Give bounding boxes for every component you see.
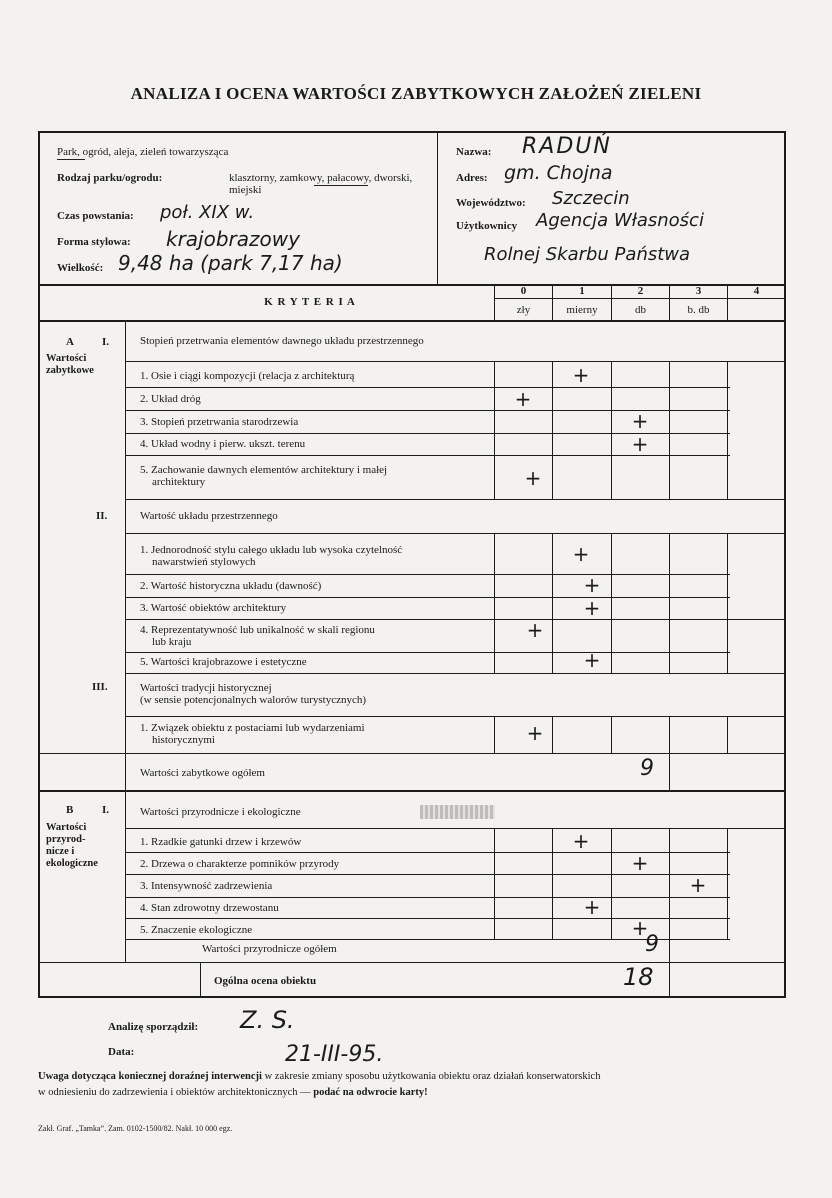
date-label: Data: (108, 1046, 135, 1058)
date-value: 21-III-95. (285, 1042, 384, 1067)
overall-label: Ogólna ocena obiektu (214, 975, 317, 987)
note-line-2-text: w odniesieniu do zadrzewienia i obiektów architektonicznych — (38, 1087, 314, 1098)
col-1-label: mierny (566, 304, 598, 316)
ink-smudge (420, 805, 495, 819)
a1-item-1: 1. Osie i ciągi kompozycji (relacja z architekturą (140, 370, 355, 382)
a1-item-3-mark: + (631, 409, 649, 433)
address-value: gm. Chojna (504, 162, 613, 184)
a2-item-3: 3. Wartość obiektów architektury (140, 602, 287, 614)
a1-item-2-mark: + (514, 387, 532, 411)
section-a-total-value: 9 (640, 756, 654, 781)
document-title: ANALIZA I OCENA WARTOŚCI ZABYTKOWYCH ZAŁOŻEŃ ZIELENI (130, 84, 702, 103)
prepared-signature: Z. S. (240, 1006, 295, 1034)
b-item-4-mark: + (583, 895, 601, 919)
users-value-1: Agencja Własności (536, 210, 704, 231)
note-line-2 (38, 1087, 428, 1098)
group-b-title: Wartości przyrodnicze i ekologiczne (140, 806, 301, 818)
a1-item-4-mark: + (631, 432, 649, 456)
a3-item-1-mark: + (526, 721, 544, 745)
a2-item-4-line-1: 4. Reprezentatywność lub unikalność w skali regionu (140, 624, 375, 636)
a2-item-4-line-2: lub kraju (152, 636, 192, 648)
b-item-1: 1. Rzadkie gatunki drzew i krzewów (140, 836, 302, 848)
users-value-2: Rolnej Skarbu Państwa (484, 244, 691, 265)
section-b-total-label: Wartości przyrodnicze ogółem (202, 943, 337, 955)
section-a-roman-2: II. (96, 510, 108, 522)
section-b-roman-1: I. (102, 804, 110, 816)
col-0-num: 0 (520, 285, 527, 297)
a1-item-4: 4. Układ wodny i pierw. ukszt. terenu (140, 438, 306, 450)
section-a-roman-3: III. (92, 681, 108, 693)
voivodeship-label: Województwo: (456, 197, 526, 209)
created-label: Czas powstania: (57, 210, 134, 222)
users-label: Użytkownicy (456, 220, 518, 232)
prepared-label: Analizę sporządził: (108, 1021, 199, 1033)
name-value: RADUŃ (522, 134, 612, 159)
a1-item-5-mark: + (524, 466, 542, 490)
section-b-side-1: Wartości (46, 822, 87, 833)
printer-info: Zakł. Graf. „Tamka”. Zam. 0102-1500/82. Nakł. 10 000 egz. (38, 1124, 233, 1133)
note-rest: w zakresie zmiany sposobu użytkowania obiektu oraz działań konserwatorskich (261, 1071, 601, 1082)
group-3-title-1: Wartości tradycji historycznej (140, 682, 272, 694)
section-b-letter: B (66, 804, 74, 816)
a3-item-1-line-2: historycznymi (152, 734, 215, 746)
park-type-line: Park, ogród, aleja, zieleń towarzysząca (57, 146, 229, 158)
section-b-side-3: nicze i (46, 846, 75, 857)
name-label: Nazwa: (456, 146, 492, 158)
palace-underline (314, 185, 368, 186)
section-a-total-label: Wartości zabytkowe ogółem (140, 767, 265, 779)
section-b-total-value: 9 (645, 932, 659, 957)
b-item-4: 4. Stan zdrowotny drzewostanu (140, 902, 279, 914)
kind-options-2: miejski (229, 184, 262, 196)
a1-item-2: 2. Układ dróg (140, 393, 201, 405)
col-2-num: 2 (637, 285, 644, 297)
size-label: Wielkość: (57, 262, 104, 274)
b-item-3: 3. Intensywność zadrzewienia (140, 880, 273, 892)
col-1-num: 1 (579, 285, 585, 297)
b-item-5: 5. Znaczenie ekologiczne (140, 924, 253, 936)
size-value: 9,48 ha (park 7,17 ha) (118, 251, 343, 275)
section-a-side-2: zabytkowe (46, 365, 94, 376)
group-3-title-2: (w sensie potencjonalnych walorów turystycznych) (140, 694, 367, 706)
b-item-2: 2. Drzewa o charakterze pomników przyrody (140, 858, 340, 870)
note-line-1 (38, 1071, 600, 1082)
b-item-5-mark: + (631, 916, 649, 940)
created-value: poł. XIX w. (160, 202, 255, 223)
criteria-header: K R Y T E R I A (264, 296, 356, 308)
style-label: Forma stylowa: (57, 236, 131, 248)
kind-options-1: klasztorny, zamkowy, pałacowy, dworski, (229, 172, 413, 184)
kind-label: Rodzaj parku/ogrodu: (57, 172, 163, 184)
col-3-label: b. db (687, 304, 710, 316)
a2-item-2-mark: + (583, 573, 601, 597)
section-a-side-1: Wartości (46, 353, 87, 364)
section-a-letter: A (66, 336, 74, 348)
a2-item-1-line-1: 1. Jednorodność stylu całego układu lub wysoka czytelność (140, 544, 403, 556)
voivodeship-value: Szczecin (552, 188, 630, 209)
address-label: Adres: (456, 172, 488, 184)
b-item-3-mark: + (689, 873, 707, 897)
section-a-roman-1: I. (102, 336, 110, 348)
b-item-1-mark: + (572, 829, 590, 853)
section-b-side-4: ekologiczne (46, 858, 98, 869)
a1-item-5-line-1: 5. Zachowanie dawnych elementów architektury i małej (140, 464, 388, 476)
overall-value: 18 (623, 963, 654, 991)
a1-item-1-mark: + (572, 363, 590, 387)
note-bold: Uwaga dotycząca koniecznej doraźnej interwencji (38, 1071, 262, 1082)
a1-item-3: 3. Stopień przetrwania starodrzewia (140, 416, 299, 428)
a2-item-3-mark: + (583, 596, 601, 620)
group-2-title: Wartość układu przestrzennego (140, 510, 278, 522)
a2-item-1-mark: + (572, 542, 590, 566)
b-item-2-mark: + (631, 851, 649, 875)
park-underline (57, 159, 85, 160)
a3-item-1-line-1: 1. Związek obiektu z postaciami lub wydarzeniami (140, 722, 365, 734)
a2-item-1-line-2: nawarstwień stylowych (152, 556, 256, 568)
group-1-title: Stopień przetrwania elementów dawnego układu przestrzennego (140, 335, 424, 347)
col-0-label: zły (516, 304, 531, 316)
a2-item-5-mark: + (583, 648, 601, 672)
col-3-num: 3 (695, 285, 702, 297)
a2-item-2: 2. Wartość historyczna układu (dawność) (140, 580, 322, 592)
col-2-label: db (635, 304, 646, 316)
a2-item-4-mark: + (526, 618, 544, 642)
a2-item-5: 5. Wartości krajobrazowe i estetyczne (140, 656, 307, 668)
note-line-2-bold: podać na odwrocie karty! (313, 1087, 428, 1098)
section-b-side-2: przyrod- (46, 834, 86, 845)
style-value: krajobrazowy (166, 227, 300, 251)
a1-item-5-line-2: architektury (152, 476, 206, 488)
col-4-num: 4 (753, 285, 760, 297)
